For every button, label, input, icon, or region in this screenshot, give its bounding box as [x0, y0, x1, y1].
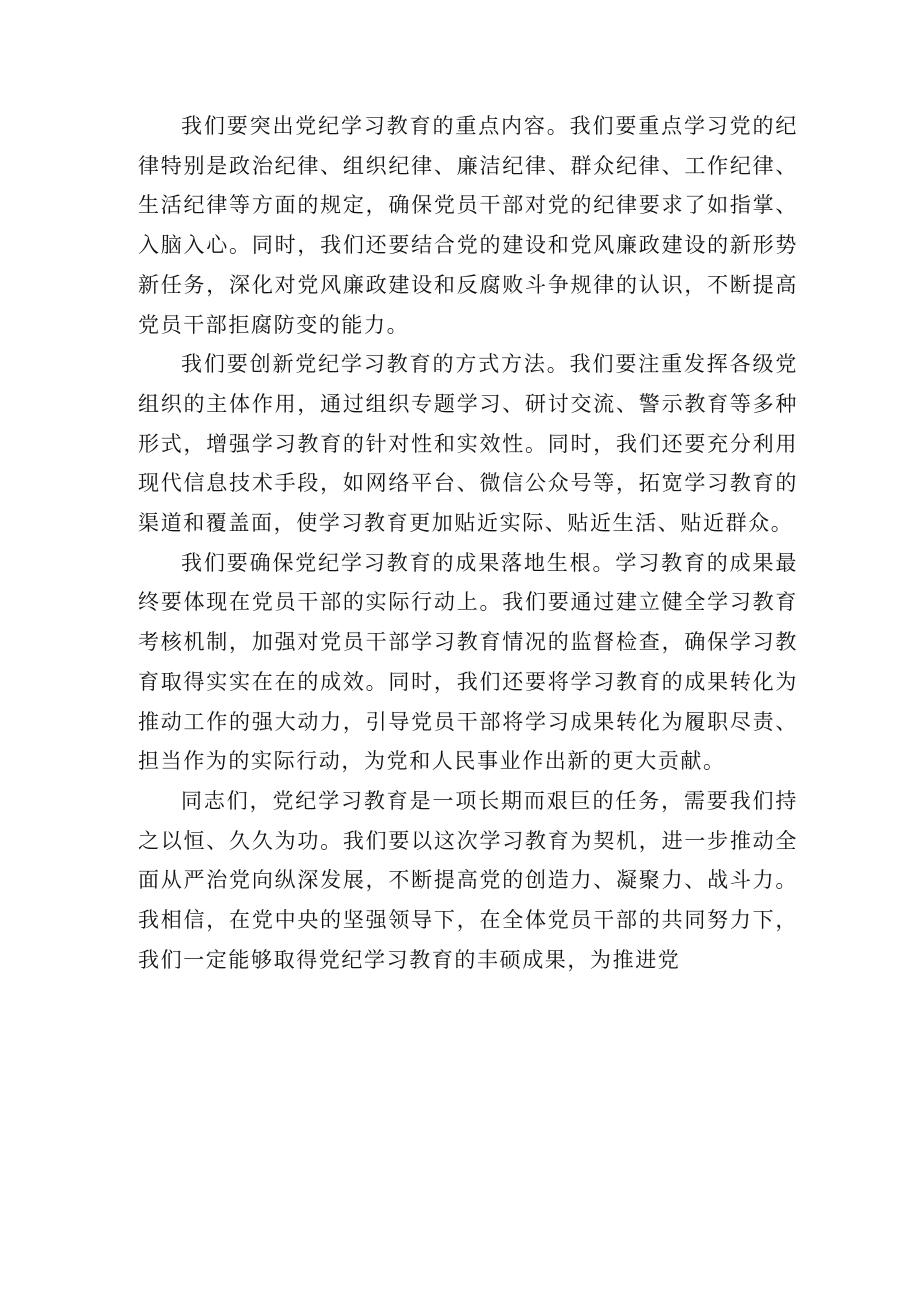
paragraph-closing-remarks: 同志们，党纪学习教育是一项长期而艰巨的任务，需要我们持之以恒、久久为功。我们要以这次学习教育为契机，进一步推动全面从严治党向纵深发展，不断提高党的创造力、凝聚力、战斗力。我相信，在党中央的坚强领导下，在全体党员干部的共同努力下，我们一定能够取得党纪学习教育的丰硕成果，为推进党: [138, 788, 798, 972]
paragraph-focus-content: 我们要突出党纪学习教育的重点内容。我们要重点学习党的纪律特别是政治纪律、组织纪律、廉洁纪律、群众纪律、工作纪律、生活纪律等方面的规定，确保党员干部对党的纪律要求了如指掌、入脑入心。同时，我们还要结合党的建设和党风廉政建设的新形势新任务，深化对党风廉政建设和反腐败斗争规律的认识，不断提高党员干部拒腐防变的能力。: [138, 114, 798, 337]
paragraph-ensure-results: 我们要确保党纪学习教育的成果落地生根。学习教育的成果最终要体现在党员干部的实际行动上。我们要通过建立健全学习教育考核机制，加强对党员干部学习教育情况的监督检查，确保学习教育取得实实在在的成效。同时，我们还要将学习教育的成果转化为推动工作的强大动力，引导党员干部将学习成果转化为履职尽责、担当作为的实际行动，为党和人民事业作出新的更大贡献。: [138, 550, 798, 774]
paragraph-innovate-methods: 我们要创新党纪学习教育的方式方法。我们要注重发挥各级党组织的主体作用，通过组织专题学习、研讨交流、警示教育等多种形式，增强学习教育的针对性和实效性。同时，我们还要充分利用现代信息技术手段，如网络平台、微信公众号等，拓宽学习教育的渠道和覆盖面，使学习教育更加贴近实际、贴近生活、贴近群众。: [138, 352, 798, 536]
document-page: [138, 107, 798, 980]
